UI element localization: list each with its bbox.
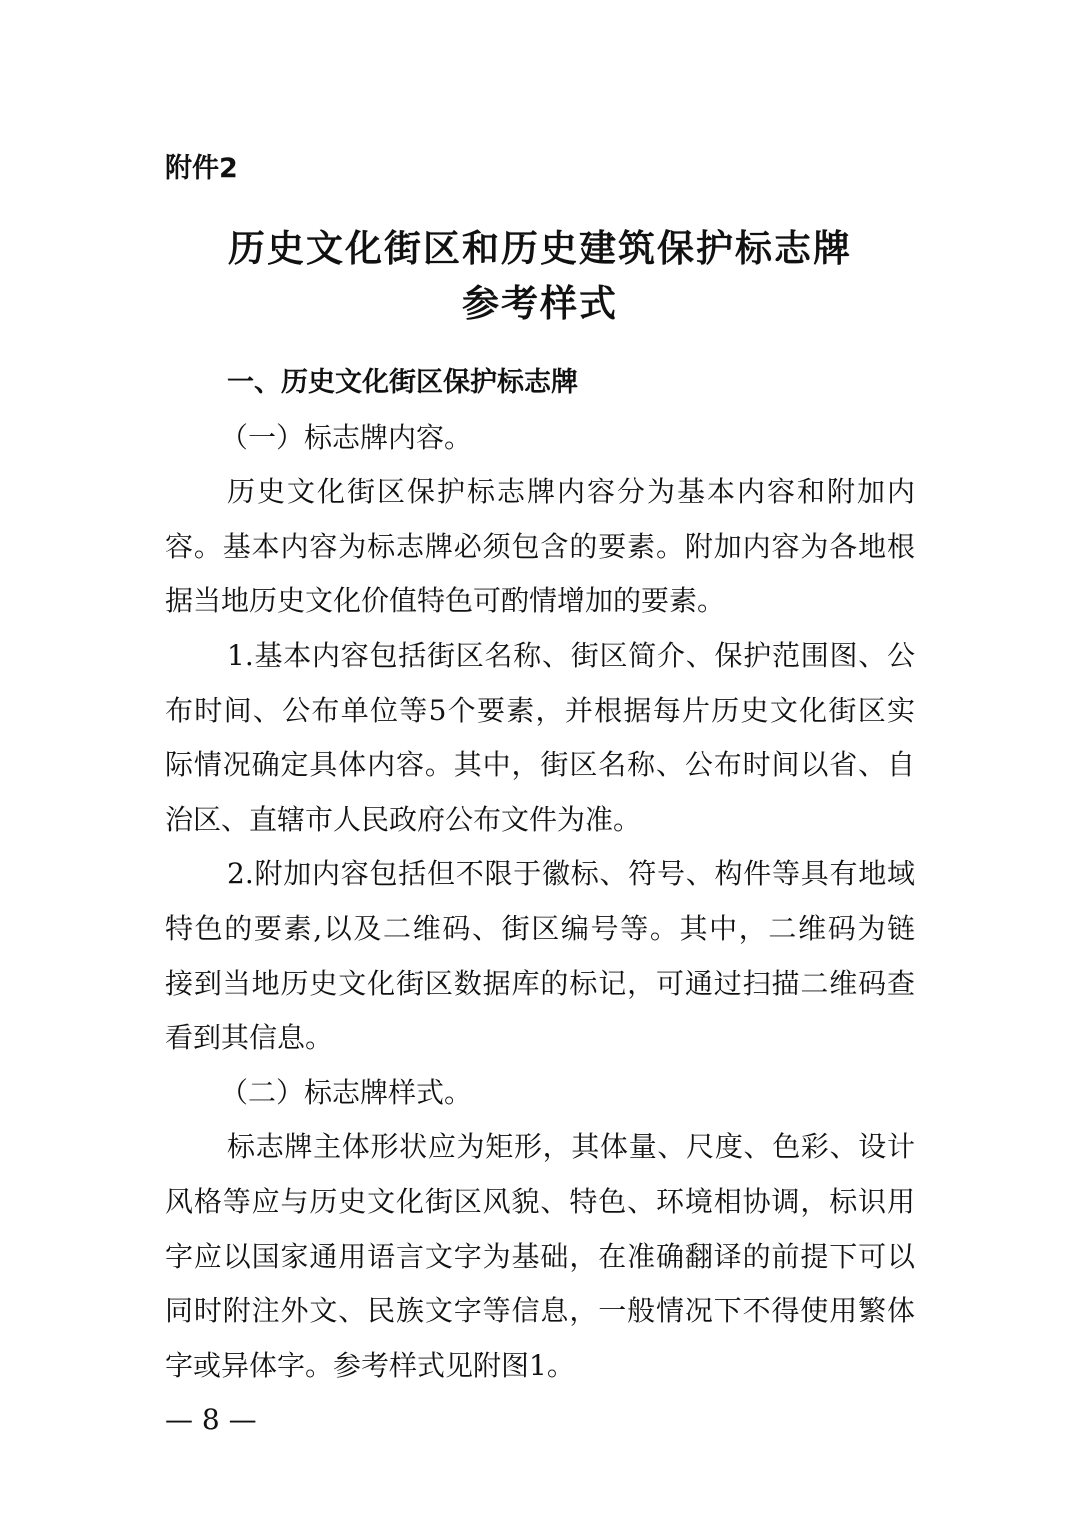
paragraph-line: 字应以国家通用语言文字为基础，在准确翻译的前提下可以 [165, 1239, 915, 1273]
paragraph-line: 际情况确定具体内容。其中，街区名称、公布时间以省、自 [165, 748, 915, 782]
paragraph-line: 字或异体字。参考样式见附图1。 [165, 1348, 575, 1382]
subsection-heading: （一）标志牌内容。 [220, 420, 473, 454]
paragraph-line: 看到其信息。 [165, 1021, 334, 1055]
paragraph-line: 风格等应与历史文化街区风貌、特色、环境相协调，标识用 [165, 1184, 915, 1218]
section-heading: 一、历史文化街区保护标志牌 [227, 367, 578, 398]
paragraph-line: 同时附注外文、民族文字等信息，一般情况下不得使用繁体 [165, 1294, 915, 1328]
paragraph-line: 历史文化街区保护标志牌内容分为基本内容和附加内 [227, 475, 915, 509]
paragraph-line: 接到当地历史文化街区数据库的标记，可通过扫描二维码查 [165, 966, 915, 1000]
document-title-line-1: 历史文化街区和历史建筑保护标志牌 [228, 227, 852, 270]
paragraph-line: 2.附加内容包括但不限于徽标、符号、构件等具有地域 [227, 857, 915, 891]
section-2-paragraphs [165, 1120, 915, 1393]
paragraph-line: 治区、直辖市人民政府公布文件为准。 [165, 802, 642, 836]
paragraph-line: 标志牌主体形状应为矩形，其体量、尺度、色彩、设计 [227, 1130, 915, 1164]
paragraph-line: 布时间、公布单位等5个要素，并根据每片历史文化街区实 [165, 693, 915, 727]
paragraph-line: 特色的要素,以及二维码、街区编号等。其中，二维码为链 [165, 911, 915, 945]
document-body [165, 356, 915, 1448]
page-number: — 8 — [165, 1403, 257, 1437]
subsection-heading: （二）标志牌样式。 [220, 1075, 473, 1109]
attachment-label: 附件2 [165, 153, 238, 184]
paragraph-line: 容。基本内容为标志牌必须包含的要素。附加内容为各地根 [165, 529, 915, 563]
section-1-paragraphs [165, 465, 915, 1066]
paragraph-line: 1.基本内容包括街区名称、街区简介、保护范围图、公 [227, 638, 915, 672]
paragraph-line: 据当地历史文化价值特色可酌情增加的要素。 [165, 584, 726, 618]
document-title-line-2: 参考样式 [462, 282, 618, 325]
